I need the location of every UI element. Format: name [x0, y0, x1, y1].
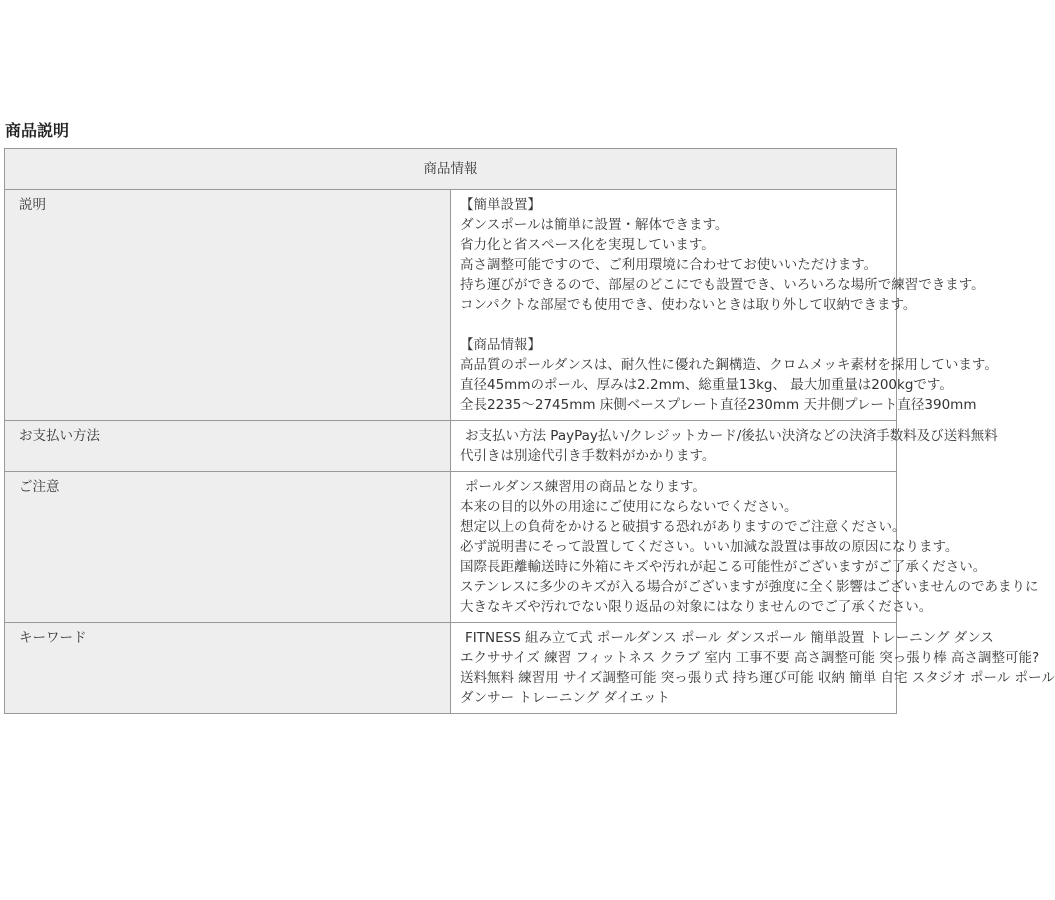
caution-line: 必ず説明書にそって設置してください。いい加減な設置は事故の原因になります。	[460, 539, 959, 555]
product-info-table	[4, 148, 1055, 714]
description-line: 高品質のポールダンスは、耐久性に優れた鋼構造、クロムメッキ素材を採用しています。	[460, 357, 998, 373]
description-line: 【簡単設置】	[460, 197, 541, 213]
description-line: 直径45mmのポール、厚みは2.2mm、総重量13kg、 最大加重量は200kgです。	[460, 377, 953, 393]
caution-line: 想定以上の負荷をかけると破損する恐れがありますのでご注意ください。	[460, 519, 906, 535]
payment-line: 代引きは別途代引き手数料がかかります。	[460, 448, 716, 464]
row-content-payment	[451, 421, 998, 472]
description-line: 高さ調整可能ですので、ご利用環境に合わせてお使いいただけます。	[460, 257, 878, 273]
table-row-keywords	[5, 623, 897, 714]
row-label-description: 説明	[5, 190, 451, 421]
payment-line: お支払い方法 PayPay払い/クレジットカード/後払い決済などの決済手数料及び送料無料	[465, 428, 998, 444]
description-line: ダンスポールは簡単に設置・解体できます。	[460, 217, 729, 233]
row-content-description	[451, 190, 998, 421]
caution-line: ポールダンス練習用の商品となります。	[465, 479, 706, 495]
description-line: 省力化と省スペース化を実現しています。	[460, 237, 715, 253]
caution-line: ステンレスに多少のキズが入る場合がございますが強度に全く影響はございませんのであまりに	[460, 579, 1039, 595]
keywords-line: ダンサー トレーニング ダイエット	[460, 690, 670, 706]
caution-line: 本来の目的以外の用途にご使用にならないでください。	[460, 499, 798, 515]
section-title: 商品説明	[5, 121, 70, 140]
table-row-caution	[5, 472, 897, 623]
keywords-line: エクササイズ 練習 フィットネス クラブ 室内 工事不要 高さ調整可能 突っ張り棒 高さ調整可能?	[460, 650, 1040, 666]
keywords-line: FITNESS 組み立て式 ポールダンス ポール ダンスポール 簡単設置 トレーニング ダンス	[465, 630, 994, 646]
caution-line: 大きなキズや汚れでない限り返品の対象にはなりませんのでご了承ください。	[460, 599, 933, 615]
row-content-keywords	[451, 623, 1055, 714]
caution-line: 国際長距離輸送時に外箱にキズや汚れが起こる可能性がございますがご了承ください。	[460, 559, 987, 575]
description-line: コンパクトな部屋でも使用でき、使わないときは取り外して収納できます。	[460, 297, 917, 313]
row-label-keywords: キーワード	[5, 623, 451, 714]
row-label-payment: お支払い方法	[5, 421, 451, 472]
description-line: 全長2235〜2745mm 床側ベースプレート直径230mm 天井側プレート直径390mm	[460, 397, 977, 413]
keywords-line: 送料無料 練習用 サイズ調整可能 突っ張り式 持ち運び可能 収納 簡単 自宅 スタジオ ポール ポール	[460, 670, 1055, 686]
table-row-payment	[5, 421, 897, 472]
row-content-caution	[451, 472, 1039, 623]
description-line: 持ち運びができるので、部屋のどこにでも設置でき、いろいろな場所で練習できます。	[460, 277, 985, 293]
table-header-row	[5, 149, 897, 190]
row-label-caution: ご注意	[5, 472, 451, 623]
description-line: 【商品情報】	[460, 337, 541, 353]
description-line-blank	[460, 315, 888, 335]
table-header: 商品情報	[5, 149, 897, 190]
table-row-description	[5, 190, 897, 421]
